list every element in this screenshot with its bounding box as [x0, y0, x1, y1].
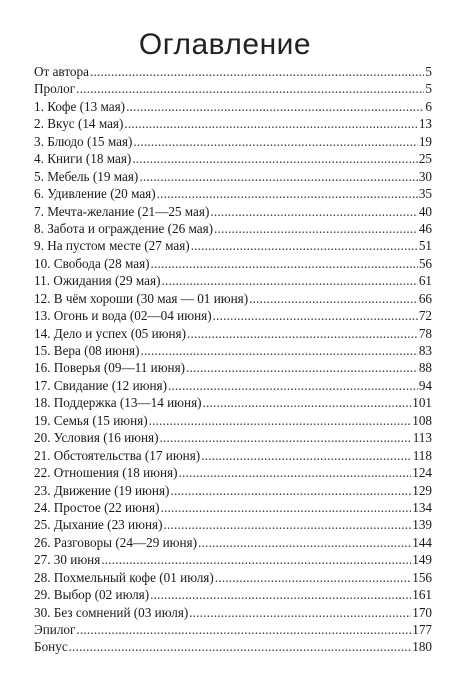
- toc-entry-label: 21. Обстоятельства (17 июня): [34, 447, 201, 463]
- toc-entry-page-number: 144: [412, 534, 432, 550]
- toc-entry: [34, 412, 432, 429]
- toc-entry: [34, 638, 432, 655]
- toc-entry-label: Бонус: [34, 639, 68, 655]
- toc-entry-page-number: 118: [412, 447, 432, 463]
- dot-leader: [249, 290, 418, 307]
- dot-leader: [151, 255, 418, 272]
- dot-leader: [139, 168, 417, 185]
- toc-entry-label: 18. Поддержка (13—14 июня): [34, 395, 202, 411]
- toc-entry-label: 25. Дыхание (23 июня): [34, 517, 163, 533]
- dot-leader: [76, 621, 411, 638]
- toc-entry-page-number: 177: [412, 622, 432, 637]
- toc-entry-label: Пролог: [34, 81, 76, 97]
- toc-entry-label: 5. Мебель (19 мая): [34, 168, 139, 184]
- toc-entry-page-number: 170: [412, 604, 432, 620]
- dot-leader: [132, 150, 418, 167]
- toc-entry-page-number: 108: [412, 412, 432, 428]
- toc-entry-label: 19. Семья (15 июня): [34, 412, 148, 428]
- toc-entry: [34, 185, 432, 202]
- dot-leader: [214, 220, 418, 237]
- toc-entry-label: 15. Вера (08 июня): [34, 343, 140, 358]
- toc-entry: [34, 63, 432, 80]
- toc-entry-page-number: 94: [418, 377, 432, 393]
- toc-entry-page-number: 156: [412, 569, 432, 585]
- dot-leader: [157, 185, 418, 202]
- toc-entry: [34, 203, 432, 220]
- toc-entry: [34, 168, 432, 185]
- toc-entry: [34, 115, 432, 132]
- toc-entry-page-number: 83: [418, 343, 432, 358]
- toc-entry: [34, 272, 432, 289]
- toc-entry-page-number: 134: [412, 499, 432, 515]
- toc-entry: [34, 220, 432, 237]
- toc-entry: [34, 150, 432, 167]
- toc-entry-page-number: 5: [425, 64, 432, 79]
- dot-leader: [189, 604, 411, 621]
- toc-entry-label: Эпилог: [34, 622, 76, 637]
- toc-entry-page-number: 19: [418, 133, 432, 149]
- toc-entry-page-number: 30: [418, 168, 432, 184]
- dot-leader: [101, 551, 411, 568]
- dot-leader: [76, 80, 424, 97]
- dot-leader: [186, 359, 418, 376]
- dot-leader: [160, 429, 412, 446]
- toc-entry: [34, 307, 432, 324]
- toc-entry-label: 9. На пустом месте (27 мая): [34, 238, 190, 254]
- toc-entry-label: 20. Условия (16 июня): [34, 430, 159, 446]
- toc-entry: [34, 551, 432, 568]
- toc-entry-page-number: 51: [418, 238, 432, 254]
- toc-entry: [34, 377, 432, 394]
- toc-entry-label: 7. Мечта-желание (21—25 мая): [34, 203, 210, 219]
- toc-entry: [34, 586, 432, 603]
- dot-leader: [168, 377, 418, 394]
- toc-entry-label: 2. Вкус (14 мая): [34, 116, 124, 132]
- toc-entry: [34, 394, 432, 411]
- toc-entry: [34, 237, 432, 254]
- toc-entry-label: От автора: [34, 64, 89, 79]
- dot-leader: [198, 534, 411, 551]
- toc-entry: [34, 569, 432, 586]
- toc-entry-label: 17. Свидание (12 июня): [34, 377, 167, 393]
- toc-entry-label: 6. Удивление (20 мая): [34, 186, 156, 202]
- toc-entry: [34, 325, 432, 342]
- toc-entry-label: 23. Движение (19 июня): [34, 482, 170, 498]
- toc-entry-page-number: 66: [418, 290, 432, 306]
- dot-leader: [149, 412, 412, 429]
- toc-entry-page-number: 5: [425, 81, 432, 97]
- toc-entry: [34, 290, 432, 307]
- toc-entry-label: 27. 30 июня: [34, 552, 101, 568]
- dot-leader: [126, 98, 424, 115]
- toc-entry: [34, 133, 432, 150]
- dot-leader: [215, 569, 411, 586]
- toc-entry-page-number: 6: [425, 98, 432, 114]
- table-of-contents: [34, 63, 432, 656]
- toc-entry: [34, 342, 432, 359]
- toc-entry-page-number: 161: [412, 587, 432, 603]
- dot-leader: [170, 482, 411, 499]
- toc-entry-label: 12. В чём хороши (30 мая — 01 июня): [34, 290, 249, 306]
- toc-entry-page-number: 13: [418, 116, 432, 132]
- toc-entry-page-number: 149: [412, 552, 432, 568]
- toc-entry-label: 8. Забота и ограждение (26 мая): [34, 220, 214, 236]
- toc-entry-label: 14. Дело и успех (05 июня): [34, 325, 186, 341]
- toc-entry-page-number: 61: [418, 273, 432, 289]
- toc-entry: [34, 516, 432, 533]
- toc-entry-label: 28. Похмельный кофе (01 июля): [34, 569, 214, 585]
- dot-leader: [210, 203, 417, 220]
- page-title: Оглавление: [138, 28, 312, 61]
- dot-leader: [187, 325, 418, 342]
- toc-entry-page-number: 129: [412, 482, 432, 498]
- toc-entry: [34, 482, 432, 499]
- dot-leader: [201, 447, 412, 464]
- toc-entry-page-number: 25: [418, 151, 432, 167]
- toc-entry-label: 24. Простое (22 июня): [34, 499, 160, 515]
- dot-leader: [203, 394, 412, 411]
- dot-leader: [90, 63, 424, 80]
- toc-entry: [34, 604, 432, 621]
- toc-entry: [34, 80, 432, 97]
- dot-leader: [160, 499, 411, 516]
- dot-leader: [213, 307, 418, 324]
- toc-entry-page-number: 56: [418, 255, 432, 271]
- toc-entry: [34, 255, 432, 272]
- toc-entry-label: 30. Без сомнений (03 июля): [34, 604, 189, 620]
- dot-leader: [133, 133, 417, 150]
- toc-entry-page-number: 180: [412, 639, 432, 655]
- toc-entry: [34, 499, 432, 516]
- toc-entry-label: 3. Блюдо (15 мая): [34, 133, 133, 149]
- dot-leader: [124, 115, 417, 132]
- toc-entry-page-number: 124: [412, 465, 432, 481]
- dot-leader: [179, 464, 412, 481]
- toc-entry-page-number: 40: [418, 203, 432, 219]
- dot-leader: [140, 342, 417, 359]
- dot-leader: [163, 516, 411, 533]
- toc-entry-label: 26. Разговоры (24—29 июня): [34, 534, 198, 550]
- toc-entry-page-number: 78: [418, 325, 432, 341]
- toc-entry-label: 1. Кофе (13 мая): [34, 98, 126, 114]
- toc-entry-page-number: 101: [412, 395, 432, 411]
- toc-entry-page-number: 46: [418, 220, 432, 236]
- toc-entry: [34, 429, 432, 446]
- toc-entry: [34, 464, 432, 481]
- toc-entry: [34, 98, 432, 115]
- toc-entry-label: 13. Огонь и вода (02—04 июня): [34, 308, 212, 324]
- toc-entry: [34, 534, 432, 551]
- dot-leader: [191, 237, 418, 254]
- toc-entry-label: 10. Свобода (28 мая): [34, 255, 150, 271]
- dot-leader: [69, 638, 412, 655]
- toc-entry-label: 16. Поверья (09—11 июня): [34, 360, 186, 376]
- toc-entry-page-number: 88: [418, 360, 432, 376]
- toc-entry-label: 11. Ожидания (29 мая): [34, 273, 161, 289]
- toc-entry-page-number: 113: [412, 430, 432, 446]
- dot-leader: [161, 272, 417, 289]
- toc-entry: [34, 447, 432, 464]
- toc-entry-label: 4. Книги (18 мая): [34, 151, 132, 167]
- toc-entry-label: 22. Отношения (18 июня): [34, 465, 178, 481]
- toc-entry-page-number: 139: [412, 517, 432, 533]
- dot-leader: [150, 586, 411, 603]
- toc-entry-page-number: 72: [418, 308, 432, 324]
- toc-entry: [34, 621, 432, 638]
- toc-entry-page-number: 35: [418, 186, 432, 202]
- toc-entry: [34, 359, 432, 376]
- toc-entry-label: 29. Выбор (02 июля): [34, 587, 150, 603]
